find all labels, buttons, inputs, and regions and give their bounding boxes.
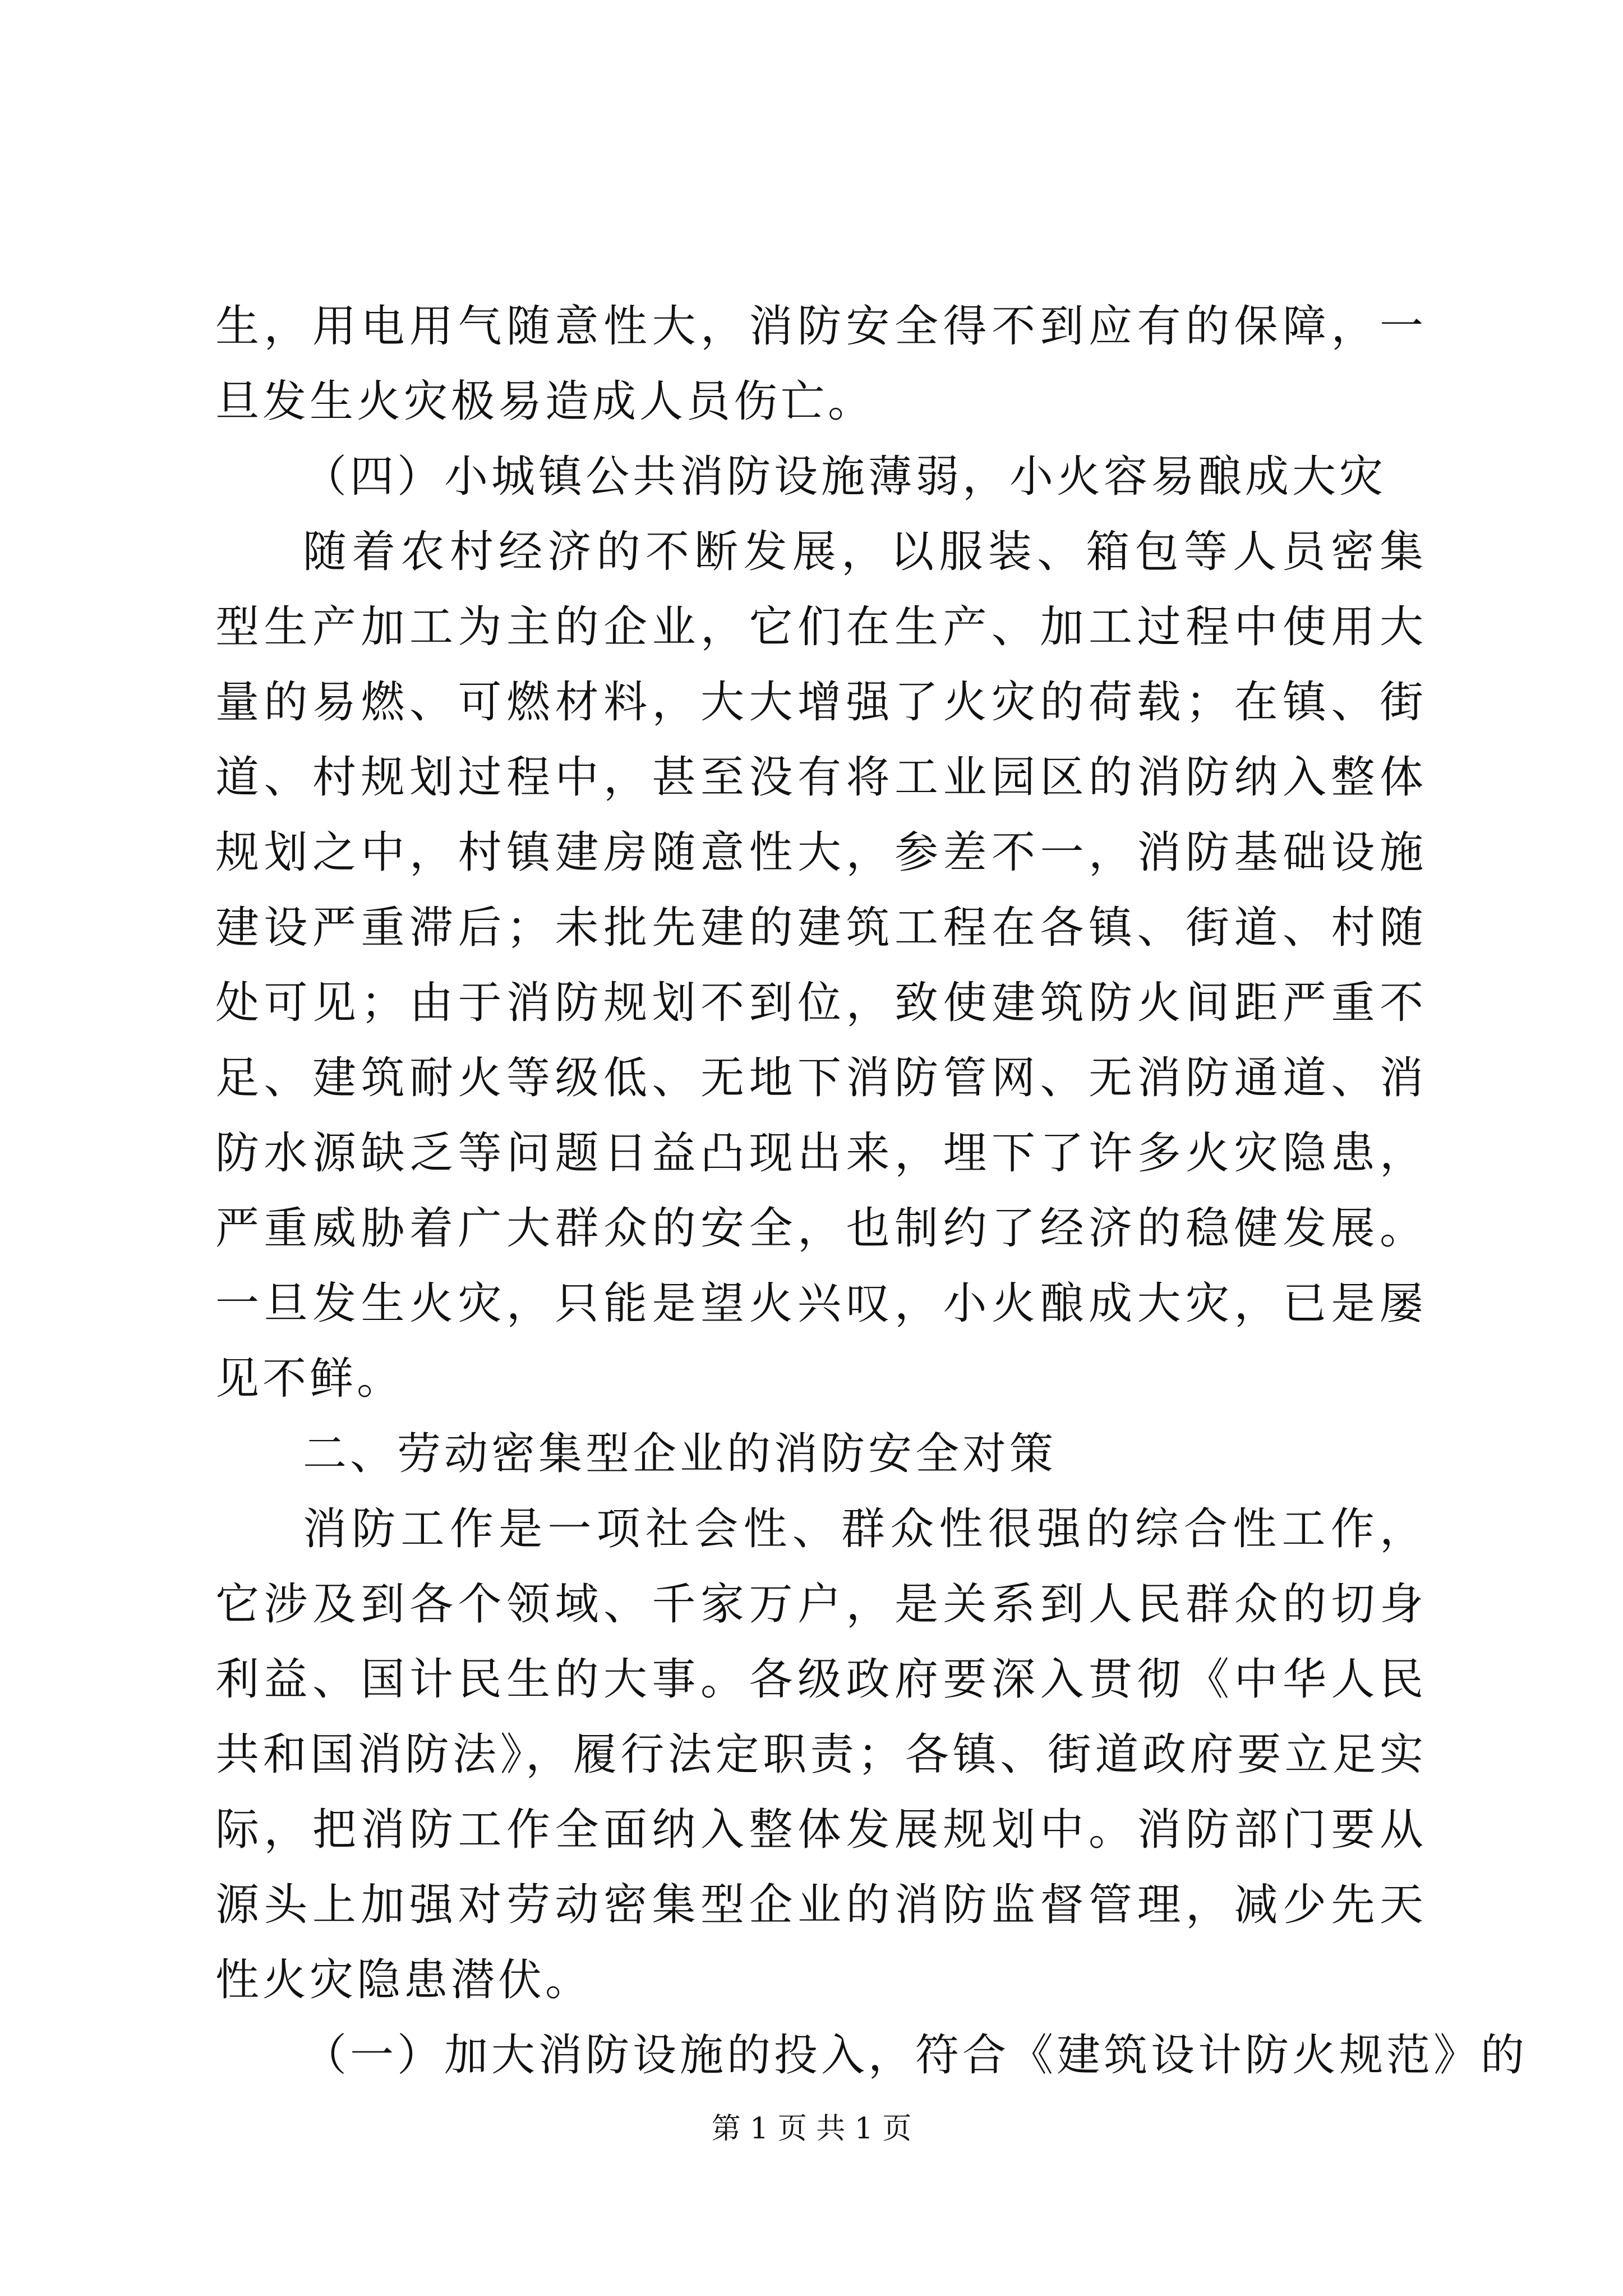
paragraph-small-town-facilities: 随着农村经济的不断发展，以服装、箱包等人员密集型生产加工为主的企业，它们在生产、加工过程中使用大量的易燃、可燃材料，大大增强了火灾的荷载；在镇、街道、村规划过程中，甚至没有将工业园区的消防纳入整体规划之中，村镇建房随意性大，参差不一，消防基础设施建设严重滞后；未批先建的建筑工程在各镇、街道、村随处可见；由于消防规划不到位，致使建筑防火间距严重不足、建筑耐火等级低、无地下消防管网、无消防通道、消防水源缺乏等问题日益凸现出来，埋下了许多火灾隐患，严重威胁着广大群众的安全，也制约了经济的稳健发展。一旦发生火灾，只能是望火兴叹，小火酿成大灾，已是屡见不鲜。 — [215, 527, 1427, 1404]
section-heading-countermeasures: 二、劳动密集型企业的消防安全对策 — [303, 1429, 1057, 1479]
document-body — [215, 289, 1528, 2093]
section-heading-4: （四）小城镇公共消防设施薄弱，小火容易酿成大灾 — [303, 452, 1387, 502]
paragraph-continuation: 生，用电用气随意性大，消防安全得不到应有的保障，一旦发生火灾极易造成人员伤亡。 — [215, 301, 1427, 427]
page-footer: 第 1 页 共 1 页 — [711, 2112, 912, 2146]
paragraph-fire-work-overview: 消防工作是一项社会性、群众性很强的综合性工作，它涉及到各个领域、千家万户，是关系到人民群众的切身利益、国计民生的大事。各级政府要深入贯彻《中华人民共和国消防法》，履行法定职责；各镇、街道政府要立足实际，把消防工作全面纳入整体发展规划中。消防部门要从源头上加强对劳动密集型企业的消防监督管理，减少先天性火灾隐患潜伏。 — [215, 1504, 1427, 2005]
subsection-heading-1: （一）加大消防设施的投入，符合《建筑设计防火规范》的 — [303, 2030, 1528, 2081]
